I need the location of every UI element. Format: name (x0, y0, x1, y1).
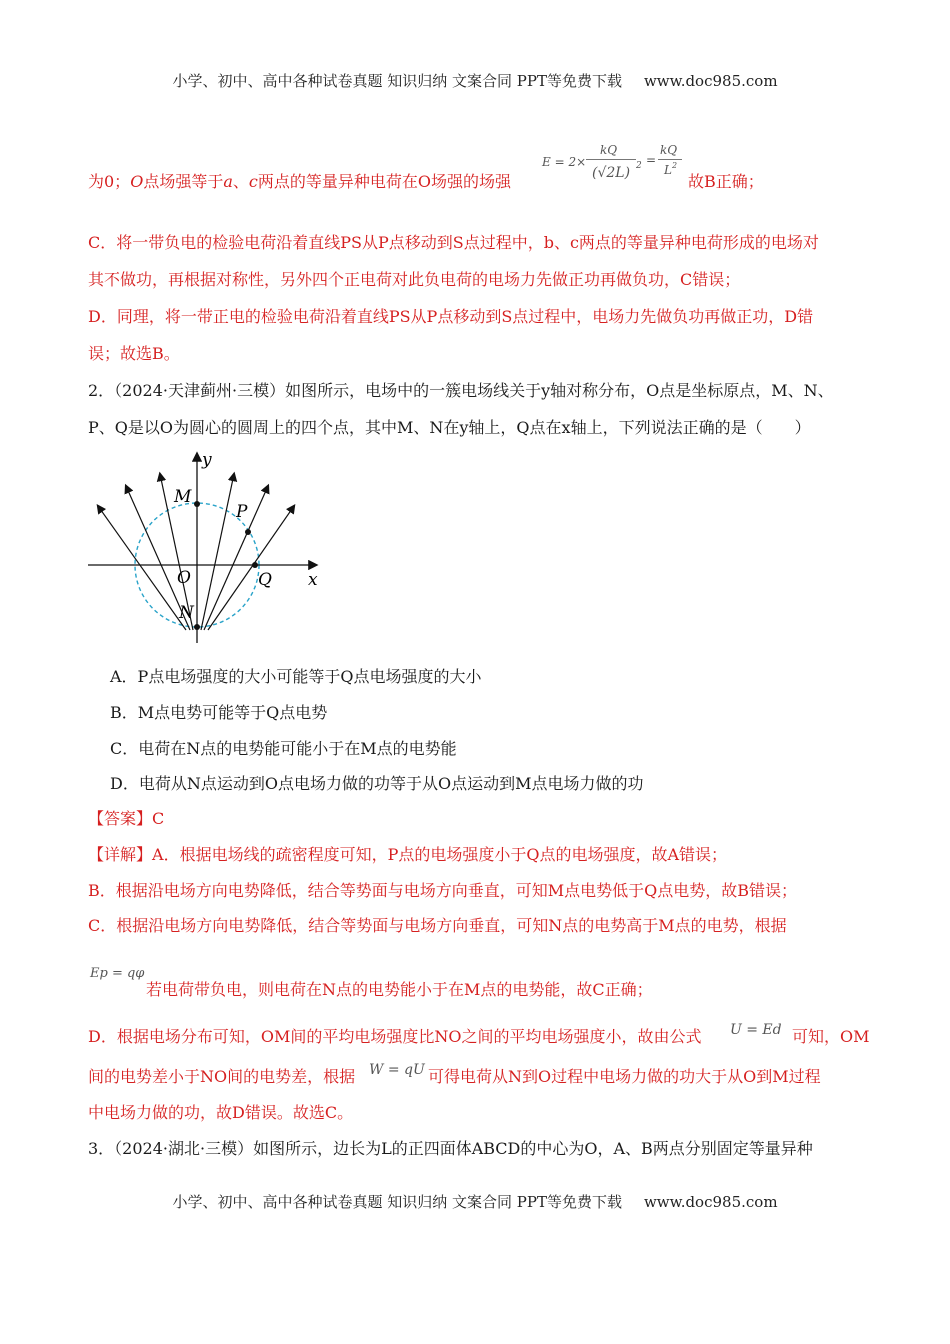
field-formula (540, 143, 690, 195)
point-q (252, 562, 258, 568)
label-o: O (177, 568, 191, 588)
prev-l1-f: c (248, 172, 258, 191)
formula-num1: kQ (600, 143, 618, 157)
option-d: D．电荷从N点运动到O点电场力做的功等于从O点运动到M点电场力做的功 (110, 774, 644, 793)
formula-wqu: W = qU (369, 1062, 425, 1078)
prev-c1: C．将一带负电的检验电荷沿着直线PS从P点移动到S点过程中，b、c两点的等量异种电荷形成的电场对 (88, 233, 819, 252)
footer-title: 小学、初中、高中各种试卷真题 知识归纳 文案合同 PPT等免费下载 (172, 1193, 622, 1211)
label-q: Q (258, 570, 272, 590)
prev-line1-end: 故B正确； (688, 172, 764, 191)
option-a: A．P点电场强度的大小可能等于Q点电场强度的大小 (110, 667, 482, 686)
explanation-d2-end: 可得电荷从N到O过程中电场力做的功大于从O到M过程 (428, 1067, 821, 1086)
page-header (0, 70, 950, 91)
prev-l1-d: a (223, 172, 233, 191)
formula-exp1: 2 (636, 161, 642, 171)
option-c: C．电荷在N点的电势能可能小于在M点的电势能 (110, 739, 457, 758)
point-n (194, 624, 200, 630)
explanation-d2: 间的电势差小于NO间的电势差，根据 (88, 1067, 356, 1086)
label-m: M (174, 487, 192, 507)
formula-ep: Ep = qφ (90, 966, 145, 981)
header-title: 小学、初中、高中各种试卷真题 知识归纳 文案合同 PPT等免费下载 (172, 72, 622, 90)
label-x: x (308, 570, 318, 590)
formula-eq: = (646, 153, 657, 167)
formula-lhs: E = 2× (542, 155, 587, 169)
field-lines (98, 474, 294, 630)
explanation-d1-end: 可知，OM (792, 1027, 870, 1046)
formula-den1: (√2L) (592, 165, 631, 181)
explanation-a (88, 845, 727, 865)
prev-l1-g: 两点的等量异种电荷在O场强的场强 (257, 172, 511, 191)
formula-ued: U = Ed (730, 1022, 782, 1038)
field-line-1 (98, 506, 186, 630)
label-p: P (236, 502, 248, 522)
formula-exp2: 2 (672, 161, 678, 170)
prev-l1-b: O (130, 172, 144, 191)
point-m (194, 501, 200, 507)
explanation-tag: 【详解】 (88, 845, 153, 864)
q3-line1: 3．（2024·湖北·三模）如图所示，边长为L的正四面体ABCD的中心为O，A、B两点分别固定等量异种 (88, 1139, 813, 1158)
explanation-d1: D．根据电场分布可知，OM间的平均电场强度比NO之间的平均电场强度小，故由公式 (88, 1027, 702, 1046)
answer: 【答案】C (88, 809, 165, 828)
prev-l1-e: 、 (232, 172, 249, 191)
electric-field-figure (80, 448, 340, 648)
prev-c2: 其不做功，再根据对称性，另外四个正电荷对此负电荷的电场力先做正功再做负功，C错误； (88, 270, 741, 289)
prev-d1: D．同理，将一带正电的检验电荷沿着直线PS从P点移动到S点过程中，电场力先做负功再做正功，D错 (88, 307, 814, 326)
explanation-c: C．根据沿电场方向电势降低，结合等势面与电场方向垂直，可知N点的电势高于M点的电势，根据 (88, 916, 787, 935)
label-y: y (202, 450, 212, 470)
q2-line2: P、Q是以O为圆心的圆周上的四个点，其中M、N在y轴上，Q点在x轴上，下列说法正确的是（ ） (88, 418, 811, 437)
prev-line1 (88, 172, 511, 192)
explanation-d3: 中电场力做的功，故D错误。故选C。 (88, 1103, 354, 1122)
point-p (245, 529, 251, 535)
field-line-4 (201, 474, 234, 630)
explanation-a-text: A．根据电场线的疏密程度可知，P点的电场强度小于Q点的电场强度，故A错误； (152, 845, 728, 864)
explanation-c2: 若电荷带负电，则电荷在N点的电势能小于在M点的电势能，故C正确； (146, 980, 653, 999)
formula-den2: L (664, 163, 672, 177)
formula-num2: kQ (660, 143, 678, 157)
prev-l1-c: 点场强等于 (143, 172, 224, 191)
footer-site: www.doc985.com (643, 1193, 778, 1211)
prev-d2: 误；故选B。 (88, 344, 180, 363)
label-n: N (179, 603, 194, 623)
explanation-b: B．根据沿电场方向电势降低，结合等势面与电场方向垂直，可知M点电势低于Q点电势，故B错误； (88, 881, 798, 900)
option-b: B．M点电势可能等于Q点电势 (110, 703, 328, 722)
prev-l1-a: 为0； (88, 172, 131, 191)
page-footer (0, 1191, 950, 1212)
header-site: www.doc985.com (643, 72, 778, 90)
q2-line1: 2．（2024·天津蓟州·三模）如图所示，电场中的一簇电场线关于y轴对称分布，O点是坐标原点，M、N、 (88, 381, 834, 400)
